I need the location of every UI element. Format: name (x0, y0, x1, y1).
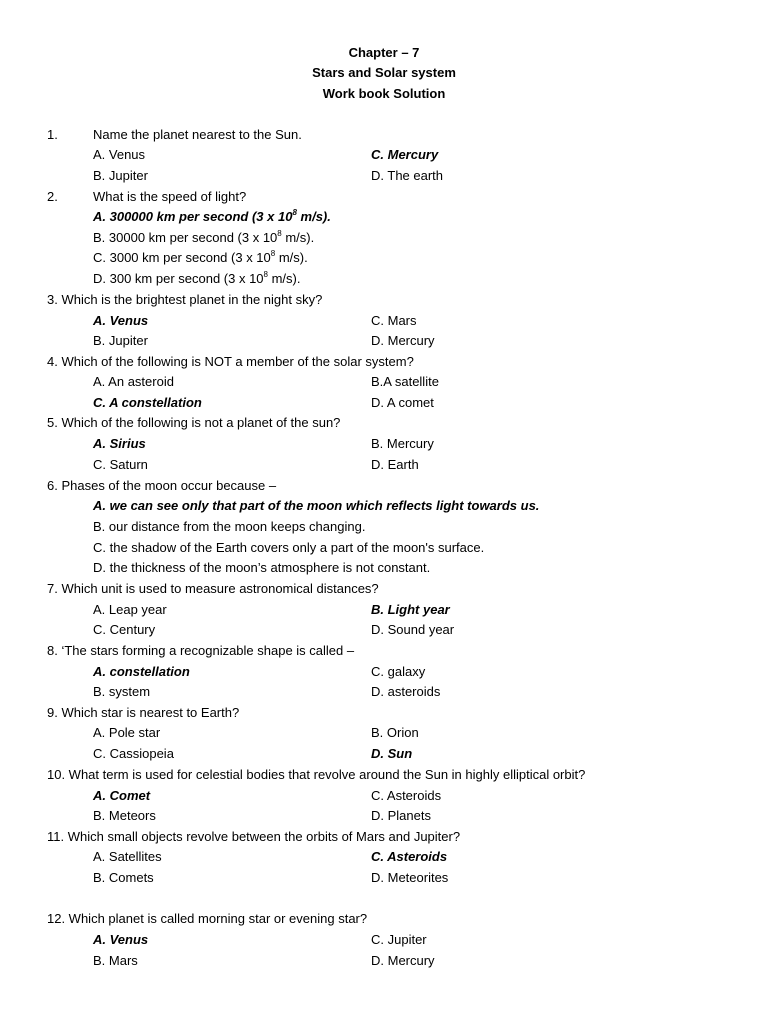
correct-option-a: A. Comet (93, 788, 151, 803)
correct-option-b: B. Light year (371, 602, 450, 617)
correct-option-a: A. constellation (93, 664, 190, 679)
option-b: B. Comets (93, 870, 154, 885)
correct-option-c: C. A constellation (93, 395, 202, 410)
option-d: D. Mercury (371, 333, 435, 348)
correct-option-a: A. we can see only that part of the moon which reflects light towards us. (93, 498, 540, 513)
option-b: B. our distance from the moon keeps changing. (93, 519, 366, 534)
option-d: D. asteroids (371, 684, 441, 699)
question-text: 5. Which of the following is not a planet of the sun? (47, 415, 341, 430)
correct-option-d: D. Sun (371, 746, 413, 761)
option-a: A. Pole star (93, 725, 161, 740)
option-d: D. the thickness of the moon’s atmosphere is not constant. (93, 560, 431, 575)
option-c: C. Saturn (93, 457, 148, 472)
option-d: D. Mercury (371, 953, 435, 968)
question-number: 2. (47, 189, 58, 204)
option-b: B. 30000 km per second (3 x $10^8$ m/s). (93, 228, 315, 245)
correct-option-c: C. Asteroids (371, 849, 448, 864)
option-d: D. Meteorites (371, 870, 449, 885)
subject-heading: Stars and Solar system (312, 65, 456, 80)
question-text: 7. Which unit is used to measure astronomical distances? (47, 581, 379, 596)
option-d: D. The earth (371, 168, 444, 183)
option-d: D. A comet (371, 395, 434, 410)
option-b: B. Mars (93, 953, 138, 968)
option-b: B.A satellite (371, 374, 439, 389)
question-text: Name the planet nearest to the Sun. (93, 127, 302, 142)
question-text: 3. Which is the brightest planet in the night sky? (47, 292, 323, 307)
option-c: C. 3000 km per second (3 x $10^8$ m/s). (93, 248, 308, 265)
question-text: 8. ‘The stars forming a recognizable shape is called – (47, 643, 355, 658)
option-b: B. Mercury (371, 436, 434, 451)
option-d: D. 300 km per second (3 x $10^8$ m/s). (93, 269, 301, 286)
question-text: What is the speed of light? (93, 189, 247, 204)
chapter-heading: Chapter – 7 (348, 45, 420, 60)
option-d: D. Sound year (371, 622, 455, 637)
option-c: C. Mars (371, 313, 417, 328)
question-text: 11. Which small objects revolve between the orbits of Mars and Jupiter? (47, 829, 461, 844)
question-text: 12. Which planet is called morning star or evening star? (47, 911, 368, 926)
option-d: D. Planets (371, 808, 431, 823)
option-b: B. Jupiter (93, 168, 148, 183)
correct-option-c: C. Mercury (371, 147, 439, 162)
option-c: C. Jupiter (371, 932, 427, 947)
question-text: 9. Which star is nearest to Earth? (47, 705, 240, 720)
correct-option-a: A. 300000 km per second (3 x $10^8$ m/s). (93, 207, 331, 224)
option-a: A. Satellites (93, 849, 162, 864)
option-c: C. Asteroids (371, 788, 442, 803)
option-c: C. the shadow of the Earth covers only a part of the moon's surface. (93, 540, 485, 555)
option-a: A. Venus (93, 147, 146, 162)
question-text: 4. Which of the following is NOT a member of the solar system? (47, 354, 414, 369)
option-b: B. Jupiter (93, 333, 148, 348)
option-c: C. galaxy (371, 664, 426, 679)
correct-option-a: A. Venus (93, 932, 149, 947)
option-c: C. Century (93, 622, 156, 637)
option-a: A. Leap year (93, 602, 167, 617)
question-text: 10. What term is used for celestial bodies that revolve around the Sun in highly elliptical orbit? (47, 767, 586, 782)
question-number: 1. (47, 127, 58, 142)
option-b: B. system (93, 684, 151, 699)
question-text: 6. Phases of the moon occur because – (47, 478, 277, 493)
option-c: C. Cassiopeia (93, 746, 174, 761)
option-a: A. An asteroid (93, 374, 174, 389)
option-d: D. Earth (371, 457, 419, 472)
option-b: B. Orion (371, 725, 419, 740)
correct-option-a: A. Venus (93, 313, 149, 328)
correct-option-a: A. Sirius (93, 436, 146, 451)
option-b: B. Meteors (93, 808, 156, 823)
subtitle-heading: Work book Solution (322, 86, 446, 101)
